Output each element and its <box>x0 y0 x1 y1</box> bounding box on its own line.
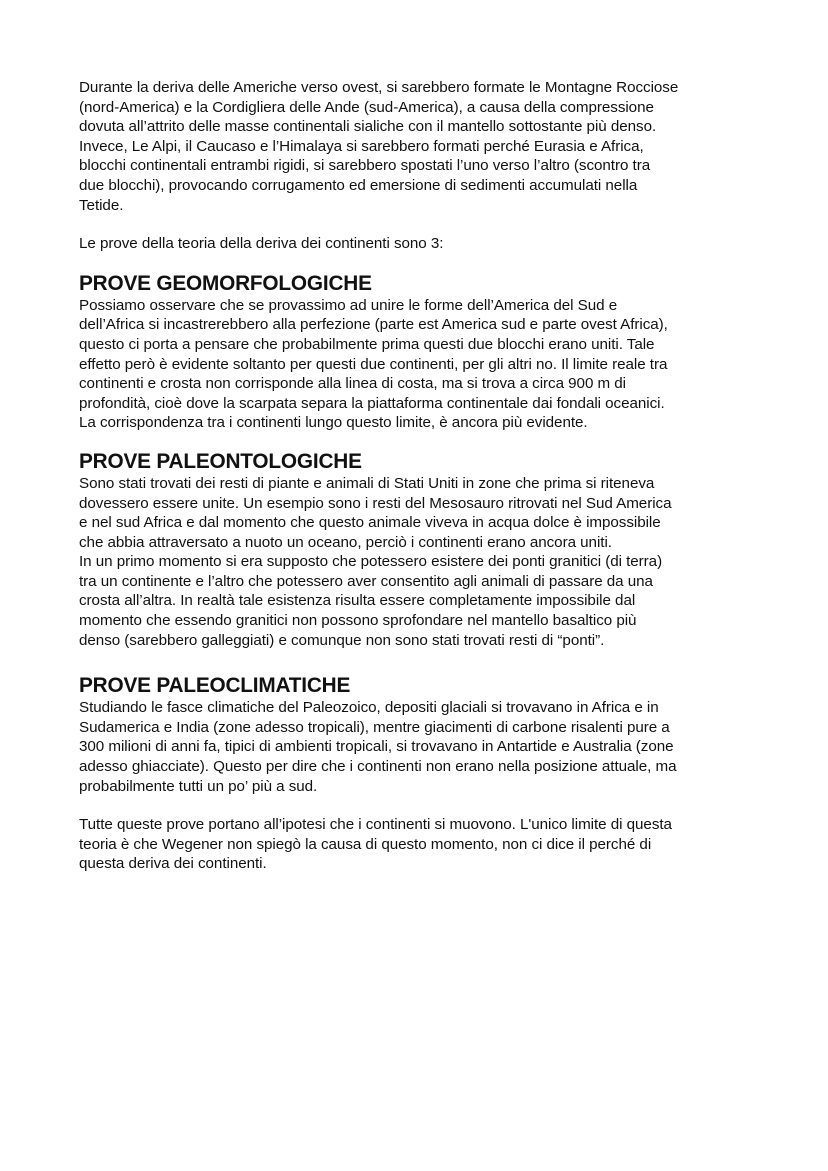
conclusion-paragraph: Tutte queste prove portano all’ipotesi che i continenti si muovono. L'unico limite di questa teoria è che Wegener non spiegò la causa di questo momento, non ci dice il perché di questa deriva dei continenti. <box>79 816 672 873</box>
section-heading-geomorfologiche: PROVE GEOMORFOLOGICHE <box>79 271 372 295</box>
spacer <box>79 433 759 450</box>
spacer <box>79 650 759 674</box>
section-heading-paleontologiche: PROVE PALEONTOLOGICHE <box>79 449 362 473</box>
section-body-paleontologiche: Sono stati trovati dei resti di piante e animali di Stati Uniti in zone che prima si riteneva dovessero essere unite. Un esempio sono i resti del Mesosauro ritrovati nel Sud America e nel sud Africa e dal momento che questo animale viveva in acqua dolce è impossibile che abbia attraversato a nuoto un oceano, perciò i continenti erano ancora uniti. In un primo momento si era supposto che potessero esistere dei ponti granitici (di terra) tra un continente e l’altro che potessero aver consentito agli animali di passare da una crosta all’altra. In realtà tale esistenza risulta essere completamente impossibile dal momento che essendo granitici non possono sprofondare nel mantello basaltico più denso (sarebbero galleggiati) e comunque non sono stati trovati resti di “ponti”. <box>79 474 672 649</box>
spacer <box>79 796 759 815</box>
document-page <box>79 78 759 874</box>
section-heading-paleoclimatiche: PROVE PALEOCLIMATICHE <box>79 674 351 698</box>
intro-paragraph: Durante la deriva delle Americhe verso ovest, si sarebbero formate le Montagne Rocciose (nord-America) e la Cordigliera delle Ande (sud-America), a causa della compressione dovuta all’attrito delle masse continentali sialiche con il mantello sottostante più denso. Invece, Le Alpi, il Caucaso e l’Himalaya si sarebbero formati perché Eurasia e Africa, blocchi continentali entrambi rigidi, si sarebbero spostati l’uno verso l’altro (scontro tra due blocchi), provocando corrugamento ed emersione di sedimenti accumulati nella Tetide. <box>79 79 679 214</box>
spacer <box>79 254 759 272</box>
section-body-geomorfologiche: Possiamo osservare che se provassimo ad unire le forme dell’America del Sud e dell’Africa si incastrerebbero alla perfezione (parte est America sud e parte ovest Africa), questo ci porta a pensare che probabilmente prima questi due blocchi erano uniti. Tale effetto però è evidente soltanto per questi due continenti, per gli altri no. Il limite reale tra continenti e crosta non corrisponde alla linea di costa, ma si trova a circa 900 m di profondità, cioè dove la scarpata separa la piattaforma continentale dai fondali oceanici. La corrispondenza tra i continenti lungo questo limite, è ancora più evidente. <box>79 296 668 432</box>
spacer <box>79 215 759 234</box>
section-body-paleoclimatiche: Studiando le fasce climatiche del Paleozoico, depositi glaciali si trovavano in Africa e in Sudamerica e India (zone adesso tropicali), mentre giacimenti di carbone risalenti pure a 300 milioni di anni fa, tipici di ambienti tropicali, si trovavano in Antartide e Australia (zone adesso ghiacciate). Questo per dire che i continenti non erano nella posizione attuale, ma probabilmente tutti un po’ più a sud. <box>79 699 677 795</box>
evidence-intro: Le prove della teoria della deriva dei continenti sono 3: <box>79 235 444 253</box>
